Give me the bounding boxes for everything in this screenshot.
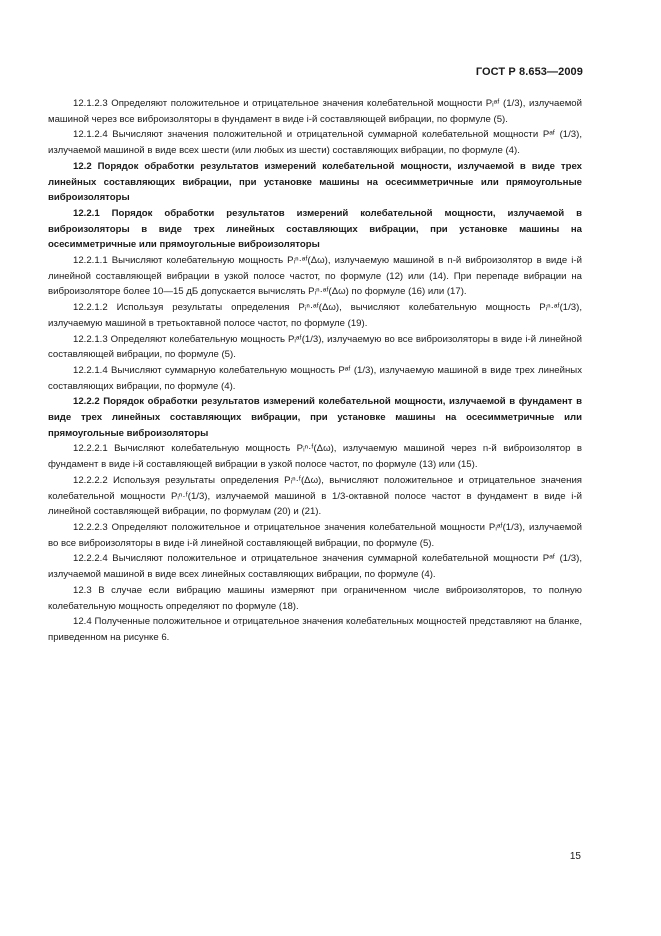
- document-code: ГОСТ Р 8.653—2009: [475, 66, 583, 78]
- paragraph-12-2-2-1: 12.2.2.1 Вычисляют колебательную мощность Pᵢⁿ·ᶠ(Δω), излучаемую машиной через n-й виброизолятор в фундамент в виде i-й составляющей вибрации в узкой полосе частот, по формуле (13) или (15).: [48, 443, 582, 471]
- paragraph-12-2-1-3: 12.2.1.3 Определяют колебательную мощность Pᵢᵃᶠ(1/3), излучаемую во все виброизоляторы в виде i-й линейной составляющей вибрации, по формуле (5).: [48, 333, 582, 361]
- paragraph-12-2-1-1: 12.2.1.1 Вычисляют колебательную мощность Pᵢⁿ·ᵃᶠ(Δω), излучаемую машиной в n-й виброизолятор в виде i-й линейной составляющей вибрации в узкой полосе частот, по формуле (12) или (14). При перепаде вибрации на виброизоляторе более 10—15 дБ допускается вычислять Pᵢⁿ·ᵃᶠ(Δω) по формуле (16) или (17).: [48, 255, 582, 298]
- paragraph-12-2-2-2: 12.2.2.2 Используя результаты определения Pᵢⁿ·ᶠ(Δω), вычисляют положительное и отрицательное значения колебательной мощности Pᵢⁿ·ᶠ(1/3), излучаемой машиной в 1/3-октавной полосе частот в фундамент в виде i-й линейной составляющей вибрации, по формулам (20) и (21).: [48, 474, 582, 518]
- paragraph-12-1-2-4: 12.1.2.4 Вычисляют значения положительной и отрицательной суммарной колебательной мощности Pᵃᶠ (1/3), излучаемой машиной в виде всех шести (или любых из шести) составляющих вибрации, по формуле (4).: [48, 129, 582, 157]
- section-heading-12-2-1: 12.2.1 Порядок обработки результатов измерений колебательной мощности, излучаемой в виброизоляторы в виде трех линейных составляющих вибрации, при установке машины на осесимметричные или прямоугольные виброизоляторы: [48, 207, 582, 251]
- page-number: 15: [569, 851, 581, 862]
- paragraph-12-2-2-4: 12.2.2.4 Вычисляют положительное и отрицательное значения суммарной колебательной мощности Pᵃᶠ (1/3), излучаемой машиной в виде всех линейных составляющих вибрации, по формуле (4).: [48, 553, 582, 581]
- document-body: [48, 96, 582, 646]
- paragraph-12-2-2-3: 12.2.2.3 Определяют положительное и отрицательное значения колебательной мощности Pᵢᵃᶠ(1/3), излучаемой во все виброизоляторы в виде i-й линейной составляющей вибрации, по формуле (5).: [48, 521, 582, 549]
- paragraph-12-3: 12.3 В случае если вибрацию машины измеряют при ограниченном числе виброизоляторов, то полную колебательную мощность определяют по формуле (18).: [48, 584, 582, 612]
- paragraph-12-2-1-2: 12.2.1.2 Используя результаты определения Pᵢⁿ·ᵃᶠ(Δω), вычисляют колебательную мощность Pᵢⁿ·ᵃᶠ(1/3), излучаемую машиной в третьоктавной полосе частот, по формуле (19).: [48, 302, 582, 329]
- paragraph-12-1-2-3: 12.1.2.3 Определяют положительное и отрицательное значения колебательной мощности Pᵢᵃᶠ (1/3), излучаемой машиной через все виброизоляторы в фундамент в виде i-й составляющей вибрации, по формуле (5).: [48, 98, 582, 125]
- paragraph-12-4: 12.4 Полученные положительное и отрицательное значения колебательных мощностей представляют на бланке, приведенном на рисунке 6.: [48, 616, 582, 643]
- paragraph-12-2-1-4: 12.2.1.4 Вычисляют суммарную колебательную мощность Pᵃᶠ (1/3), излучаемую машиной в виде трех линейных составляющих вибрации, по формуле (4).: [48, 364, 582, 392]
- section-heading-12-2: 12.2 Порядок обработки результатов измерений колебательной мощности, излучаемой в виде трех линейных составляющих вибрации, при установке машины на осесимметричные или прямоугольные виброизоляторы: [48, 160, 582, 204]
- section-heading-12-2-2: 12.2.2 Порядок обработки результатов измерений колебательной мощности, излучаемой в фундамент в виде трех линейных составляющих вибрации, при установке машины на осесимметричные или прямоугольные виброизоляторы: [48, 396, 582, 439]
